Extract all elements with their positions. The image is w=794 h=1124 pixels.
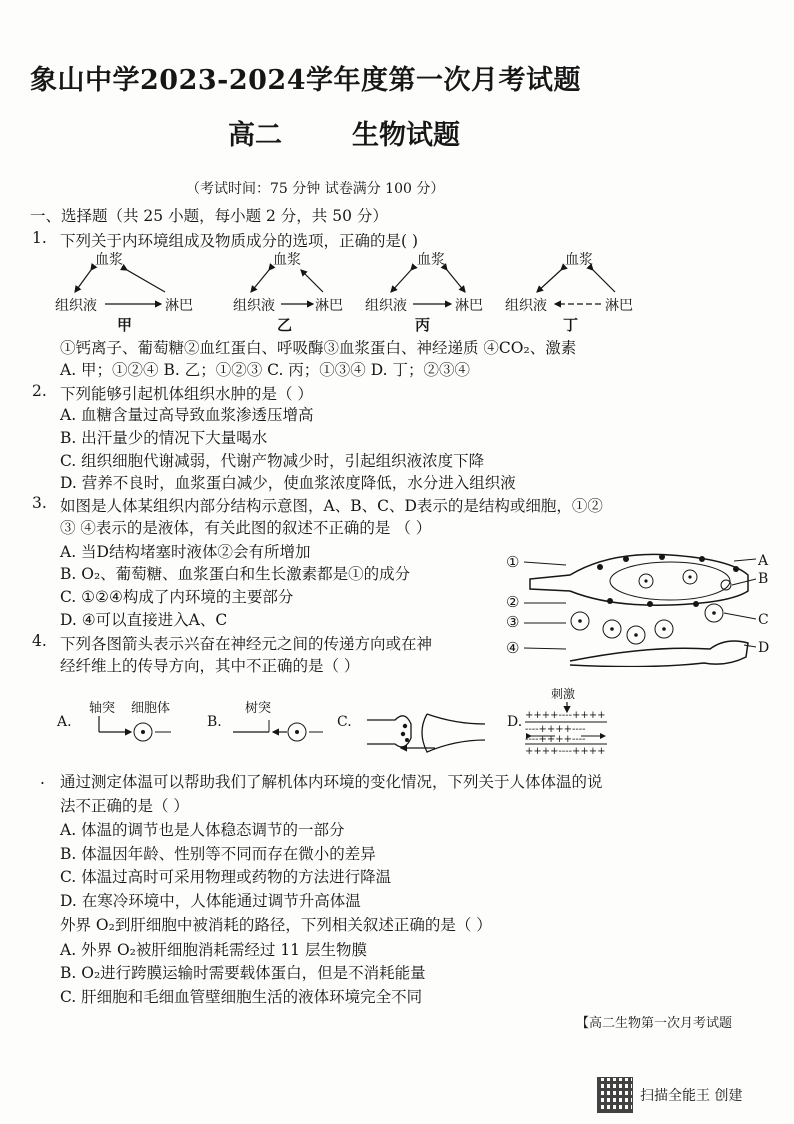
q6-option-c: C. 肝细胞和毛细血管壁细胞生活的液体环境完全不同 xyxy=(60,988,423,1006)
q1-number: 1. xyxy=(32,229,47,247)
diagram-name-2: 乙 xyxy=(277,316,293,334)
q5-option-d: D. 在寒冷环境中，人体能通过调节升高体温 xyxy=(60,892,361,910)
q3-option-c: C. ①②④构成了内环境的主要部分 xyxy=(60,588,294,606)
svg-text:----++++----: ----++++---- xyxy=(525,734,586,745)
q4-neuron-figures xyxy=(55,680,615,760)
soma-label: 细胞体 xyxy=(131,701,171,716)
q5-number: . xyxy=(40,770,45,788)
tissue-label-2: 组织液 xyxy=(233,298,275,314)
q3-option-a: A. 当D结构堵塞时液体②会有所增加 xyxy=(60,543,311,561)
diagram-jia xyxy=(55,251,193,334)
q3-option-d: D. ④可以直接进入A、C xyxy=(60,611,228,629)
q1-components: ①钙离子、葡萄糖②血红蛋白、呼吸酶③血浆蛋白、神经递质 ④CO₂、激素 xyxy=(60,339,577,357)
section-heading: 一、选择题（共 25 小题，每小题 2 分，共 50 分） xyxy=(30,207,388,225)
fig-letter-b: B xyxy=(758,571,769,587)
diagram-name-3: 丙 xyxy=(415,316,431,334)
q1-options: A. 甲；①②④ B. 乙；①②③ C. 丙；①③④ D. 丁；②③④ xyxy=(60,361,470,379)
q6-option-a: A. 外界 O₂被肝细胞消耗需经过 11 层生物膜 xyxy=(60,941,367,959)
tissue-label-1: 组织液 xyxy=(55,298,97,314)
q4-stem-2: 经纤维上的传导方向，其中不正确的是（ ） xyxy=(60,657,360,675)
running-title: 【高二生物第一次月考试题 xyxy=(576,1016,733,1031)
q3-option-b: B. O₂、葡萄糖、血浆蛋白和生长激素都是①的成分 xyxy=(60,565,411,583)
svg-text:++++----++++: ++++----++++ xyxy=(525,746,606,757)
q4-label-a: A. xyxy=(57,714,72,730)
q3-stem-1: 如图是人体某组织内部分结构示意图，A、B、C、D表示的是结构或细胞，①② xyxy=(60,497,603,515)
q4-label-c: C. xyxy=(337,714,352,730)
q3-tissue-figure xyxy=(500,545,790,667)
fig-label-2: ② xyxy=(506,593,520,611)
q3-number: 3. xyxy=(32,494,47,512)
stimulus-label: 刺激 xyxy=(551,687,576,701)
subject-label: 生物试题 xyxy=(352,120,460,151)
q5-stem-2: 法不正确的是（ ） xyxy=(60,797,189,815)
q5-option-a: A. 体温的调节也是人体稳态调节的一部分 xyxy=(60,821,345,839)
q1-diagrams xyxy=(55,248,655,334)
diagram-bing xyxy=(365,251,483,334)
q5-stem-1: 通过测定体温可以帮助我们了解机体内环境的变化情况，下列关于人体体温的说 xyxy=(60,773,603,791)
q2-option-d: D. 营养不良时，血浆蛋白减少，使血浆浓度降低，水分进入组织液 xyxy=(60,474,516,492)
lymph-label-3: 淋巴 xyxy=(455,298,483,314)
q2-option-c: C. 组织细胞代谢减弱，代谢产物减少时，引起组织液浓度下降 xyxy=(60,452,485,470)
plasma-label-4: 血浆 xyxy=(565,252,593,268)
lymph-label-2: 淋巴 xyxy=(315,298,343,314)
svg-text:----++++----: ----++++---- xyxy=(525,724,586,735)
scanner-watermark: 扫描全能王 创建 xyxy=(640,1088,743,1104)
q2-option-b: B. 出汗量少的情况下大量喝水 xyxy=(60,429,268,447)
q4-label-d: D. xyxy=(507,714,523,730)
q4-number: 4. xyxy=(32,632,47,650)
tissue-label-4: 组织液 xyxy=(505,298,547,314)
q6-stem: 外界 O₂到肝细胞中被消耗的路径，下列相关叙述正确的是（ ） xyxy=(60,916,492,934)
lymph-label-1: 淋巴 xyxy=(165,298,193,314)
q1-stem: 下列关于内环境组成及物质成分的选项，正确的是( ) xyxy=(60,232,419,250)
fig-label-1: ① xyxy=(506,553,520,571)
fig-letter-a: A xyxy=(758,553,769,569)
exam-info: （考试时间：75 分钟 试卷满分 100 分） xyxy=(186,181,445,197)
grade-label: 高二 xyxy=(228,120,282,151)
lymph-label-4: 淋巴 xyxy=(605,298,633,314)
dendrite-label: 树突 xyxy=(245,701,272,716)
diagram-name-1: 甲 xyxy=(117,316,133,334)
q5-option-b: B. 体温因年龄、性别等不同而存在微小的差异 xyxy=(60,845,376,863)
exam-title: 象山中学2023-2024学年度第一次月考试题 xyxy=(30,65,581,96)
plasma-label-2: 血浆 xyxy=(273,252,301,268)
q6-option-b: B. O₂进行跨膜运输时需要载体蛋白，但是不消耗能量 xyxy=(60,964,426,982)
qr-code-icon xyxy=(597,1077,633,1113)
diagram-yi xyxy=(233,251,343,334)
q2-number: 2. xyxy=(32,382,47,400)
svg-text:++++----++++: ++++----++++ xyxy=(525,710,606,721)
fig-label-3: ③ xyxy=(506,613,520,631)
fig-letter-c: C xyxy=(758,612,769,628)
fig-letter-d: D xyxy=(758,640,770,656)
diagram-ding xyxy=(505,251,633,334)
q4-label-b: B. xyxy=(207,714,222,730)
diagram-name-4: 丁 xyxy=(563,316,579,334)
q4-stem-1: 下列各图箭头表示兴奋在神经元之间的传递方向或在神 xyxy=(60,635,433,653)
plasma-label-3: 血浆 xyxy=(417,252,445,268)
fig-label-4: ④ xyxy=(506,639,520,657)
q5-option-c: C. 体温过高时可采用物理或药物的方法进行降温 xyxy=(60,868,392,886)
q2-stem: 下列能够引起机体组织水肿的是（ ） xyxy=(60,385,313,403)
axon-label: 轴突 xyxy=(89,701,116,716)
plasma-label-1: 血浆 xyxy=(95,252,123,268)
q2-option-a: A. 血糖含量过高导致血浆渗透压增高 xyxy=(60,406,314,424)
q3-stem-2: ③ ④表示的是液体，有关此图的叙述不正确的是 （ ） xyxy=(60,519,432,537)
tissue-label-3: 组织液 xyxy=(365,298,407,314)
